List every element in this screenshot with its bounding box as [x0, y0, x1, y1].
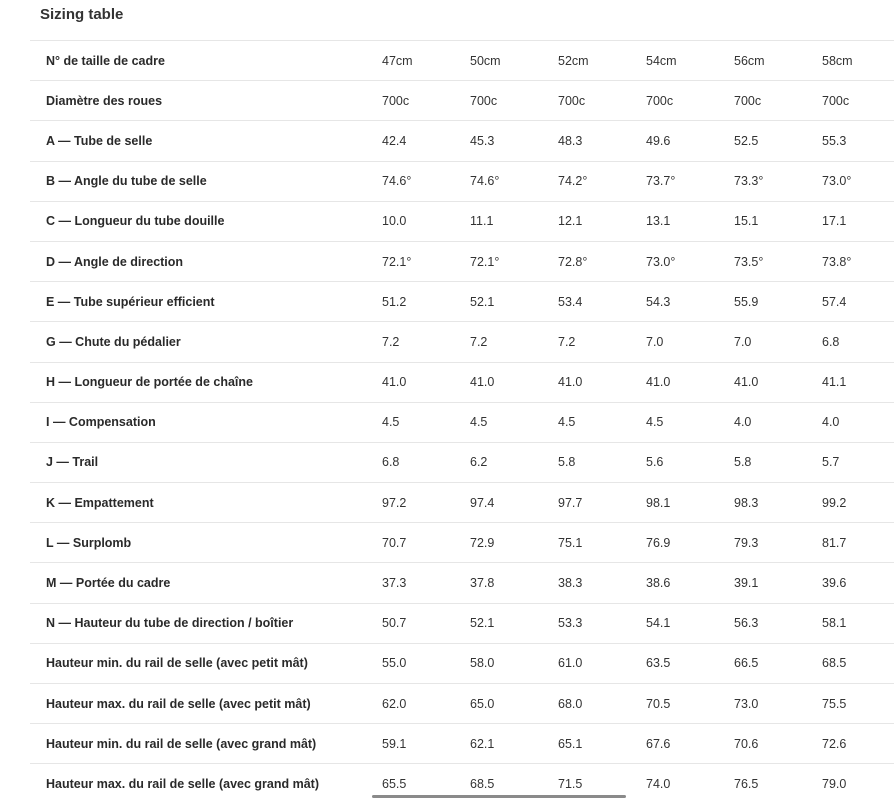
table-cell: 65.1: [542, 724, 630, 764]
table-cell: 41.0: [366, 362, 454, 402]
table-cell: 57.4: [806, 282, 894, 322]
table-cell: 7.2: [366, 322, 454, 362]
table-cell: 54.1: [630, 603, 718, 643]
table-row: [30, 402, 894, 442]
table-cell: 7.2: [542, 322, 630, 362]
table-cell: 700c: [366, 81, 454, 121]
row-label: D — Angle de direction: [30, 241, 366, 281]
table-cell: 61.0: [542, 643, 630, 683]
table-cell: 76.5: [718, 764, 806, 804]
table-cell: 7.0: [718, 322, 806, 362]
table-cell: 52.1: [454, 603, 542, 643]
table-cell: 70.7: [366, 523, 454, 563]
table-cell: 66.5: [718, 643, 806, 683]
table-cell: 98.3: [718, 483, 806, 523]
table-cell: 4.0: [806, 402, 894, 442]
table-cell: 73.8°: [806, 241, 894, 281]
table-cell: 47cm: [366, 41, 454, 81]
table-cell: 11.1: [454, 201, 542, 241]
table-row: [30, 523, 894, 563]
table-cell: 67.6: [630, 724, 718, 764]
table-cell: 72.8°: [542, 241, 630, 281]
table-cell: 70.6: [718, 724, 806, 764]
table-cell: 5.7: [806, 442, 894, 482]
table-cell: 4.5: [366, 402, 454, 442]
table-cell: 65.5: [366, 764, 454, 804]
table-row: [30, 201, 894, 241]
table-cell: 50.7: [366, 603, 454, 643]
table-cell: 98.1: [630, 483, 718, 523]
table-cell: 4.0: [718, 402, 806, 442]
row-label: N — Hauteur du tube de direction / boîtier: [30, 603, 366, 643]
table-cell: 56cm: [718, 41, 806, 81]
table-cell: 73.5°: [718, 241, 806, 281]
table-cell: 55.0: [366, 643, 454, 683]
table-cell: 6.8: [366, 442, 454, 482]
table-cell: 10.0: [366, 201, 454, 241]
table-cell: 72.1°: [454, 241, 542, 281]
table-cell: 4.5: [630, 402, 718, 442]
table-cell: 5.8: [542, 442, 630, 482]
table-cell: 65.0: [454, 684, 542, 724]
row-label: M — Portée du cadre: [30, 563, 366, 603]
table-cell: 12.1: [542, 201, 630, 241]
sizing-table: [30, 40, 894, 804]
sizing-table-body: [30, 41, 894, 804]
table-cell: 5.8: [718, 442, 806, 482]
row-label: N° de taille de cadre: [30, 41, 366, 81]
table-row: [30, 362, 894, 402]
table-row: [30, 282, 894, 322]
table-cell: 49.6: [630, 121, 718, 161]
table-cell: 72.1°: [366, 241, 454, 281]
table-cell: 54cm: [630, 41, 718, 81]
table-cell: 58.1: [806, 603, 894, 643]
table-cell: 41.0: [630, 362, 718, 402]
table-cell: 700c: [542, 81, 630, 121]
table-cell: 39.1: [718, 563, 806, 603]
table-row: [30, 161, 894, 201]
row-label: Hauteur min. du rail de selle (avec grand mât): [30, 724, 366, 764]
row-label: G — Chute du pédalier: [30, 322, 366, 362]
row-label: Diamètre des roues: [30, 81, 366, 121]
table-cell: 52.5: [718, 121, 806, 161]
table-cell: 700c: [630, 81, 718, 121]
table-cell: 53.3: [542, 603, 630, 643]
table-cell: 41.0: [454, 362, 542, 402]
horizontal-scrollbar[interactable]: [372, 795, 626, 798]
table-cell: 37.8: [454, 563, 542, 603]
row-label: Hauteur max. du rail de selle (avec grand mât): [30, 764, 366, 804]
row-label: J — Trail: [30, 442, 366, 482]
row-label: Hauteur min. du rail de selle (avec petit mât): [30, 643, 366, 683]
table-cell: 37.3: [366, 563, 454, 603]
table-row: [30, 483, 894, 523]
table-cell: 5.6: [630, 442, 718, 482]
table-cell: 55.3: [806, 121, 894, 161]
table-cell: 97.7: [542, 483, 630, 523]
table-cell: 700c: [806, 81, 894, 121]
table-cell: 97.4: [454, 483, 542, 523]
table-cell: 55.9: [718, 282, 806, 322]
table-cell: 41.1: [806, 362, 894, 402]
table-cell: 45.3: [454, 121, 542, 161]
table-cell: 74.6°: [366, 161, 454, 201]
table-cell: 97.2: [366, 483, 454, 523]
table-cell: 81.7: [806, 523, 894, 563]
table-cell: 15.1: [718, 201, 806, 241]
table-cell: 75.5: [806, 684, 894, 724]
table-cell: 73.0°: [806, 161, 894, 201]
table-cell: 63.5: [630, 643, 718, 683]
table-row: [30, 442, 894, 482]
table-row: [30, 81, 894, 121]
table-cell: 6.2: [454, 442, 542, 482]
table-cell: 7.0: [630, 322, 718, 362]
table-cell: 58cm: [806, 41, 894, 81]
table-row: [30, 684, 894, 724]
table-cell: 73.7°: [630, 161, 718, 201]
table-cell: 13.1: [630, 201, 718, 241]
table-cell: 73.3°: [718, 161, 806, 201]
table-cell: 74.0: [630, 764, 718, 804]
table-row: [30, 241, 894, 281]
table-cell: 52cm: [542, 41, 630, 81]
table-cell: 72.9: [454, 523, 542, 563]
table-cell: 68.5: [454, 764, 542, 804]
table-cell: 6.8: [806, 322, 894, 362]
table-cell: 48.3: [542, 121, 630, 161]
table-cell: 7.2: [454, 322, 542, 362]
table-cell: 4.5: [542, 402, 630, 442]
table-cell: 73.0: [718, 684, 806, 724]
table-cell: 58.0: [454, 643, 542, 683]
table-cell: 51.2: [366, 282, 454, 322]
table-cell: 72.6: [806, 724, 894, 764]
row-label: H — Longueur de portée de chaîne: [30, 362, 366, 402]
table-cell: 70.5: [630, 684, 718, 724]
table-cell: 700c: [454, 81, 542, 121]
table-cell: 59.1: [366, 724, 454, 764]
row-label: C — Longueur du tube douille: [30, 201, 366, 241]
table-row: [30, 724, 894, 764]
table-cell: 99.2: [806, 483, 894, 523]
table-cell: 41.0: [542, 362, 630, 402]
table-cell: 38.3: [542, 563, 630, 603]
table-cell: 700c: [718, 81, 806, 121]
table-cell: 39.6: [806, 563, 894, 603]
table-cell: 17.1: [806, 201, 894, 241]
table-row: [30, 121, 894, 161]
table-cell: 4.5: [454, 402, 542, 442]
table-cell: 74.6°: [454, 161, 542, 201]
table-cell: 42.4: [366, 121, 454, 161]
table-cell: 79.0: [806, 764, 894, 804]
table-row: [30, 643, 894, 683]
row-label: B — Angle du tube de selle: [30, 161, 366, 201]
table-cell: 73.0°: [630, 241, 718, 281]
table-cell: 54.3: [630, 282, 718, 322]
table-cell: 53.4: [542, 282, 630, 322]
table-row: [30, 563, 894, 603]
table-cell: 62.1: [454, 724, 542, 764]
table-cell: 71.5: [542, 764, 630, 804]
table-cell: 75.1: [542, 523, 630, 563]
table-row: [30, 41, 894, 81]
row-label: Hauteur max. du rail de selle (avec petit mât): [30, 684, 366, 724]
table-cell: 38.6: [630, 563, 718, 603]
row-label: L — Surplomb: [30, 523, 366, 563]
table-cell: 50cm: [454, 41, 542, 81]
table-cell: 41.0: [718, 362, 806, 402]
table-row: [30, 322, 894, 362]
table-cell: 62.0: [366, 684, 454, 724]
table-cell: 68.5: [806, 643, 894, 683]
table-row: [30, 603, 894, 643]
table-cell: 68.0: [542, 684, 630, 724]
table-cell: 52.1: [454, 282, 542, 322]
row-label: K — Empattement: [30, 483, 366, 523]
page-title: Sizing table: [40, 4, 123, 26]
table-cell: 76.9: [630, 523, 718, 563]
row-label: I — Compensation: [30, 402, 366, 442]
row-label: E — Tube supérieur efficient: [30, 282, 366, 322]
row-label: A — Tube de selle: [30, 121, 366, 161]
table-cell: 56.3: [718, 603, 806, 643]
table-cell: 79.3: [718, 523, 806, 563]
table-cell: 74.2°: [542, 161, 630, 201]
